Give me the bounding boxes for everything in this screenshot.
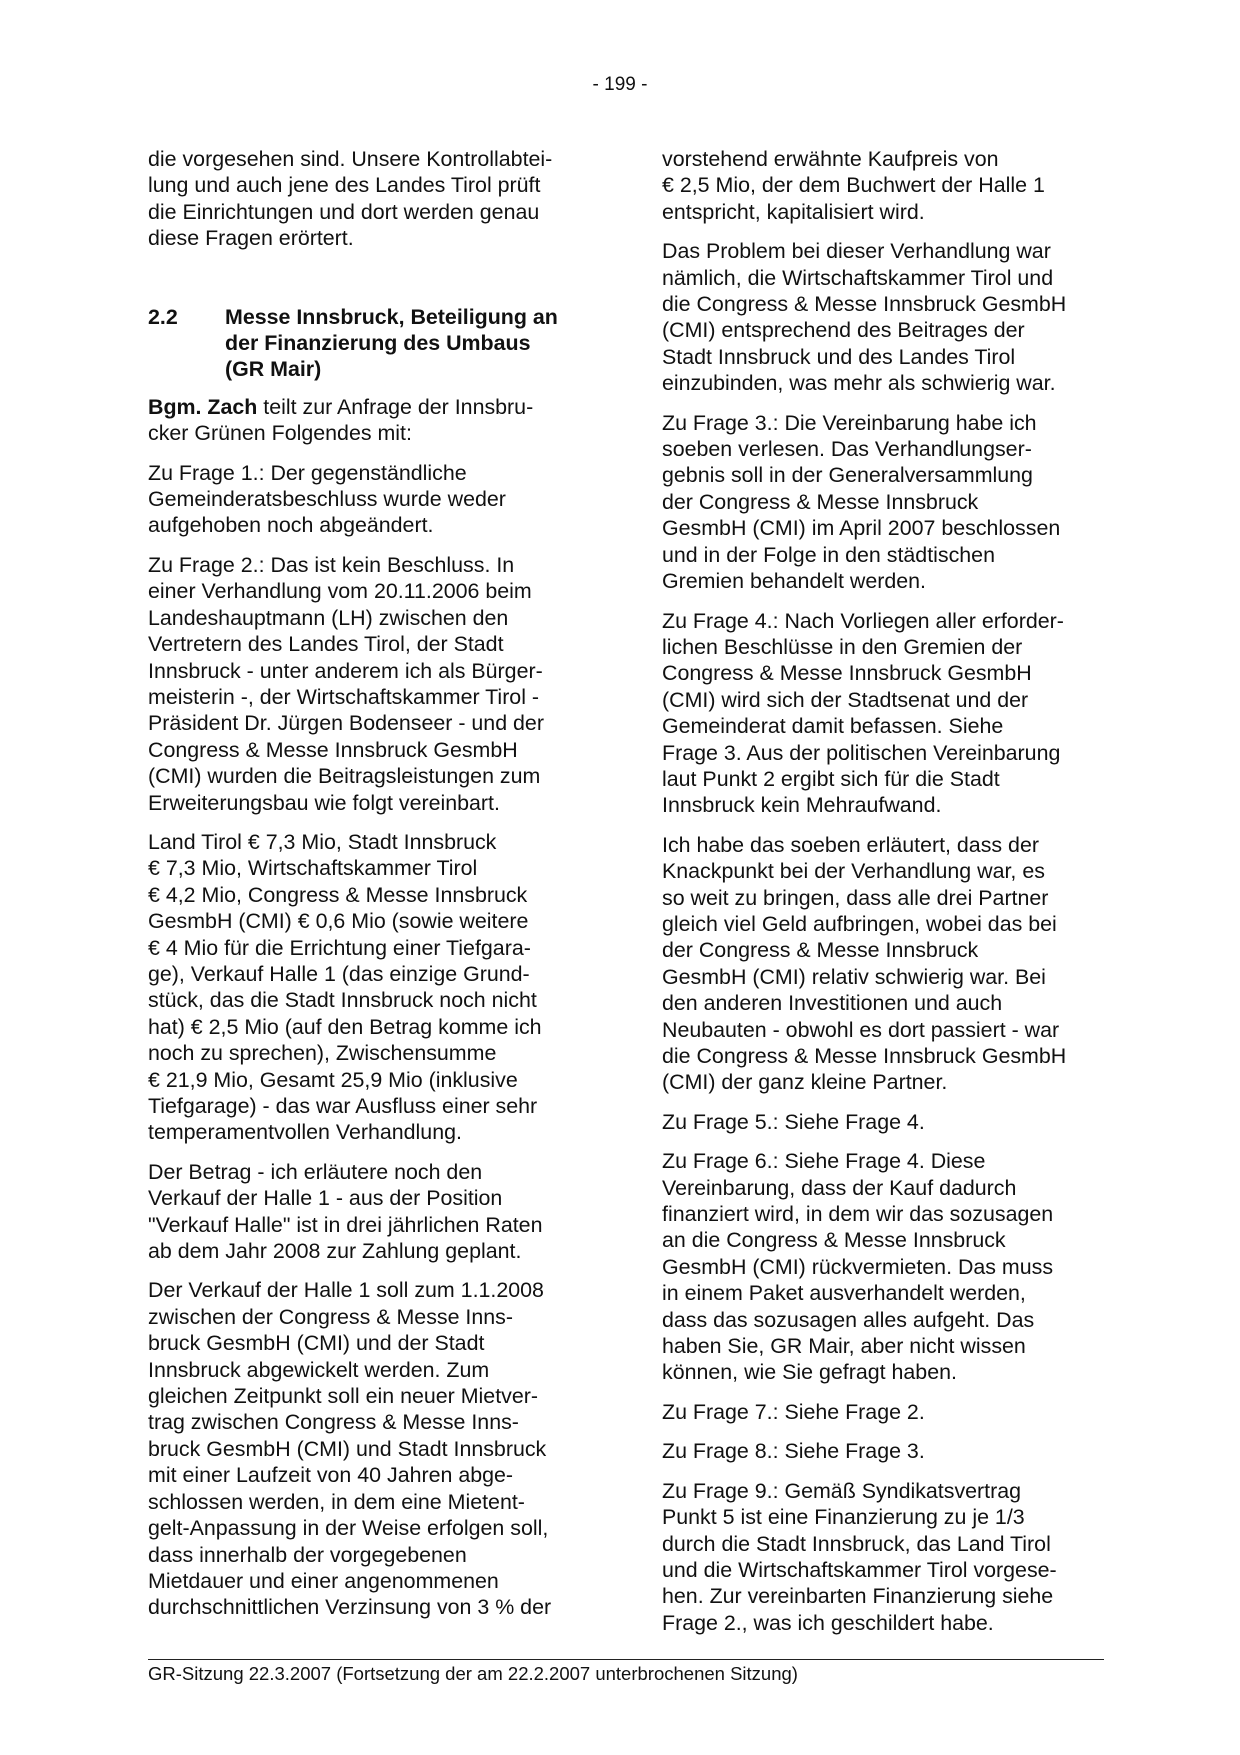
text-line: Zu Frage 9.: Gemäß Syndikatsvertrag <box>662 1478 1022 1503</box>
text-line: Mietdauer und einer angenommenen <box>148 1568 499 1593</box>
continuation-paragraph <box>662 146 1107 225</box>
text-line: (CMI) wird sich der Stadtsenat und der <box>662 687 1029 712</box>
text-line: € 4,2 Mio, Congress & Messe Innsbruck <box>148 882 528 907</box>
problem-paragraph <box>662 238 1107 396</box>
text-line: ge), Verkauf Halle 1 (das einzige Grund- <box>148 961 530 986</box>
text-line: Congress & Messe Innsbruck GesmbH <box>148 737 518 762</box>
amount-payment-paragraph <box>148 1159 593 1265</box>
left-column <box>148 146 593 1634</box>
speaker-paragraph <box>148 394 593 447</box>
text-line: (CMI) der ganz kleine Partner. <box>662 1070 948 1095</box>
text-line: Tiefgarage) - das war Ausfluss einer sehr <box>148 1094 538 1118</box>
text-line: € 7,3 Mio, Wirtschaftskammer Tirol <box>148 856 478 881</box>
answer-question-8: Zu Frage 8.: Siehe Frage 3. <box>662 1439 925 1464</box>
text-line: Frage 3. Aus der politischen Vereinbarung <box>662 740 1061 765</box>
answer-question-7: Zu Frage 7.: Siehe Frage 2. <box>662 1399 925 1424</box>
answer-question-6 <box>662 1148 1107 1386</box>
text-line: GesmbH (CMI) relativ schwierig war. Bei <box>662 964 1046 989</box>
speaker-name: Bgm. Zach <box>148 394 258 419</box>
text-line: gleich viel Geld aufbringen, wobei das bei <box>662 911 1057 936</box>
text-line: GesmbH (CMI) rückvermieten. Das muss <box>662 1254 1054 1279</box>
text-line: in einem Paket ausverhandelt werden, <box>662 1281 1026 1306</box>
section-number: 2.2 <box>148 304 178 329</box>
text-line: mit einer Laufzeit von 40 Jahren abge- <box>148 1463 514 1488</box>
text-line: und die Wirtschaftskammer Tirol vorgese- <box>662 1557 1057 1582</box>
text-line: der Congress & Messe Innsbruck <box>662 938 979 963</box>
intro-paragraph <box>148 146 593 252</box>
text-line: Knackpunkt bei der Verhandlung war, es <box>662 859 1045 884</box>
text-line: Gremien behandelt werden. <box>662 569 926 594</box>
text-line: gleichen Zeitpunkt soll ein neuer Mietver- <box>148 1384 538 1409</box>
text-line: diese Fragen erörtert. <box>148 226 354 251</box>
text-line: Der Betrag - ich erläutere noch den <box>148 1159 483 1184</box>
text-line: Der Verkauf der Halle 1 soll zum 1.1.2008 <box>148 1278 544 1303</box>
text-line: Messe Innsbruck, Beteiligung an <box>225 304 558 329</box>
text-line: Erweiterungsbau wie folgt vereinbart. <box>148 790 500 815</box>
text-line: nämlich, die Wirtschaftskammer Tirol und <box>662 265 1054 290</box>
answer-question-2 <box>148 552 593 816</box>
text-line: Zu Frage 1.: Der gegenständliche <box>148 460 467 485</box>
text-line: gebnis soll in der Generalversammlung <box>662 463 1033 488</box>
text-line: hat) € 2,5 Mio (auf den Betrag komme ich <box>148 1014 542 1039</box>
text-line: soeben verlesen. Das Verhandlungser- <box>662 437 1032 462</box>
text-line: einer Verhandlung vom 20.11.2006 beim <box>148 579 532 604</box>
text-line: Congress & Messe Innsbruck GesmbH <box>662 661 1032 686</box>
text-line: finanziert wird, in dem wir das sozusagen <box>662 1202 1054 1227</box>
page-number: - 199 - <box>592 74 648 95</box>
text-line: Punkt 5 ist eine Finanzierung zu je 1/3 <box>662 1505 1025 1530</box>
text-line: Frage 2., was ich geschildert habe. <box>662 1610 994 1635</box>
text-line: Gemeinderatsbeschluss wurde weder <box>148 487 506 512</box>
text-line: gelt-Anpassung in der Weise erfolgen soll, <box>148 1516 549 1541</box>
text-line: so weit zu bringen, dass alle drei Partner <box>662 885 1049 910</box>
text-line: aufgehoben noch abgeändert. <box>148 513 434 538</box>
answer-question-4 <box>662 608 1107 819</box>
text-line: Vertretern des Landes Tirol, der Stadt <box>148 632 504 657</box>
text-line: und in der Folge in den städtischen <box>662 542 995 567</box>
text-line: noch zu sprechen), Zwischensumme <box>148 1041 497 1066</box>
text-line: lichen Beschlüsse in den Gremien der <box>662 634 1023 659</box>
text-line: an die Congress & Messe Innsbruck <box>662 1228 1006 1253</box>
text-line: (GR Mair) <box>225 357 322 382</box>
text-line: stück, das die Stadt Innsbruck noch nicht <box>148 988 537 1013</box>
text-line: Innsbruck abgewickelt werden. Zum <box>148 1357 490 1382</box>
text-line: hen. Zur vereinbarten Finanzierung siehe <box>662 1584 1054 1609</box>
answer-question-9 <box>662 1478 1107 1636</box>
text-line: entspricht, kapitalisiert wird. <box>662 199 925 224</box>
text-line: Zu Frage 3.: Die Vereinbarung habe ich <box>662 410 1037 435</box>
text-line: die Einrichtungen und dort werden genau <box>148 199 540 224</box>
text-line: Das Problem bei dieser Verhandlung war <box>662 239 1051 264</box>
hall-sale-paragraph <box>148 1277 593 1620</box>
text-line: können, wie Sie gefragt haben. <box>662 1360 957 1385</box>
text-line: € 21,9 Mio, Gesamt 25,9 Mio (inklusive <box>148 1067 518 1092</box>
text-line: schlossen werden, in dem eine Mietent- <box>148 1489 525 1514</box>
text-line: einzubinden, was mehr als schwierig war. <box>662 371 1056 396</box>
text-line: "Verkauf Halle" ist in drei jährlichen Raten <box>148 1212 543 1237</box>
text-line: dass das sozusagen alles aufgeht. Das <box>662 1307 1035 1332</box>
text-line: die Congress & Messe Innsbruck GesmbH <box>662 1044 1067 1068</box>
text-line: Innsbruck - unter anderem ich als Bürger- <box>148 658 543 683</box>
text-line: Ich habe das soeben erläutert, dass der <box>662 832 1039 857</box>
text-line: teilt zur Anfrage der Innsbru- <box>257 394 534 419</box>
text-line: ab dem Jahr 2008 zur Zahlung geplant. <box>148 1239 522 1264</box>
text-line: Präsident Dr. Jürgen Bodenseer - und der <box>148 711 544 736</box>
answer-question-5: Zu Frage 5.: Siehe Frage 4. <box>662 1109 925 1134</box>
text-line: Zu Frage 6.: Siehe Frage 4. Diese <box>662 1149 986 1174</box>
text-line: meisterin -, der Wirtschaftskammer Tirol - <box>148 684 540 709</box>
text-line: die Congress & Messe Innsbruck GesmbH <box>662 292 1067 317</box>
text-line: (CMI) wurden die Beitragsleistungen zum <box>148 764 541 789</box>
text-line: Stadt Innsbruck und des Landes Tirol <box>662 344 1016 369</box>
text-line: Verkauf der Halle 1 - aus der Position <box>148 1186 503 1211</box>
contribution-amounts-paragraph <box>148 829 593 1146</box>
text-line: dass innerhalb der vorgegebenen <box>148 1542 467 1567</box>
text-line: die vorgesehen sind. Unsere Kontrollabtei- <box>148 147 553 171</box>
text-line: zwischen der Congress & Messe Inns- <box>148 1304 513 1329</box>
text-line: durch die Stadt Innsbruck, das Land Tirol <box>662 1531 1051 1556</box>
text-line: Vereinbarung, dass der Kauf dadurch <box>662 1175 1017 1200</box>
text-line: Innsbruck kein Mehraufwand. <box>662 793 942 818</box>
text-line: Zu Frage 4.: Nach Vorliegen aller erforder- <box>662 608 1064 633</box>
text-line: € 2,5 Mio, der dem Buchwert der Halle 1 <box>662 173 1045 198</box>
text-line: € 4 Mio für die Errichtung einer Tiefgara- <box>148 935 531 960</box>
answer-question-3 <box>662 410 1107 595</box>
text-line: (CMI) entsprechend des Beitrages der <box>662 318 1025 343</box>
text-line: trag zwischen Congress & Messe Inns- <box>148 1410 519 1435</box>
key-point-paragraph <box>662 832 1107 1096</box>
text-line: Landeshauptmann (LH) zwischen den <box>148 605 509 630</box>
text-line: haben Sie, GR Mair, aber nicht wissen <box>662 1334 1026 1359</box>
text-line: Gemeinderat damit befassen. Siehe <box>662 714 1004 739</box>
text-line: temperamentvollen Verhandlung. <box>148 1120 462 1145</box>
footer-text: GR-Sitzung 22.3.2007 (Fortsetzung der am 22.2.2007 unterbrochenen Sitzung) <box>148 1663 798 1684</box>
text-line: der Congress & Messe Innsbruck <box>662 489 979 514</box>
text-line: Zu Frage 2.: Das ist kein Beschluss. In <box>148 552 515 577</box>
text-line: GesmbH (CMI) € 0,6 Mio (sowie weitere <box>148 909 529 934</box>
text-line: Land Tirol € 7,3 Mio, Stadt Innsbruck <box>148 829 497 854</box>
right-column <box>662 146 1107 1649</box>
text-line: lung und auch jene des Landes Tirol prüft <box>148 173 541 198</box>
section-title <box>225 304 593 383</box>
text-line: Neubauten - obwohl es dort passiert - war <box>662 1017 1060 1042</box>
text-line: cker Grünen Folgendes mit: <box>148 421 412 446</box>
footer-divider <box>148 1659 1104 1660</box>
section-heading <box>148 304 593 383</box>
answer-question-1 <box>148 460 593 539</box>
text-line: den anderen Investitionen und auch <box>662 991 1003 1016</box>
text-line: GesmbH (CMI) im April 2007 beschlossen <box>662 516 1061 541</box>
text-line: bruck GesmbH (CMI) und Stadt Innsbruck <box>148 1436 547 1461</box>
text-line: vorstehend erwähnte Kaufpreis von <box>662 147 999 171</box>
text-line: der Finanzierung des Umbaus <box>225 331 531 356</box>
text-line: bruck GesmbH (CMI) und der Stadt <box>148 1331 485 1356</box>
text-line: laut Punkt 2 ergibt sich für die Stadt <box>662 766 1000 791</box>
text-line: durchschnittlichen Verzinsung von 3 % der <box>148 1595 552 1620</box>
